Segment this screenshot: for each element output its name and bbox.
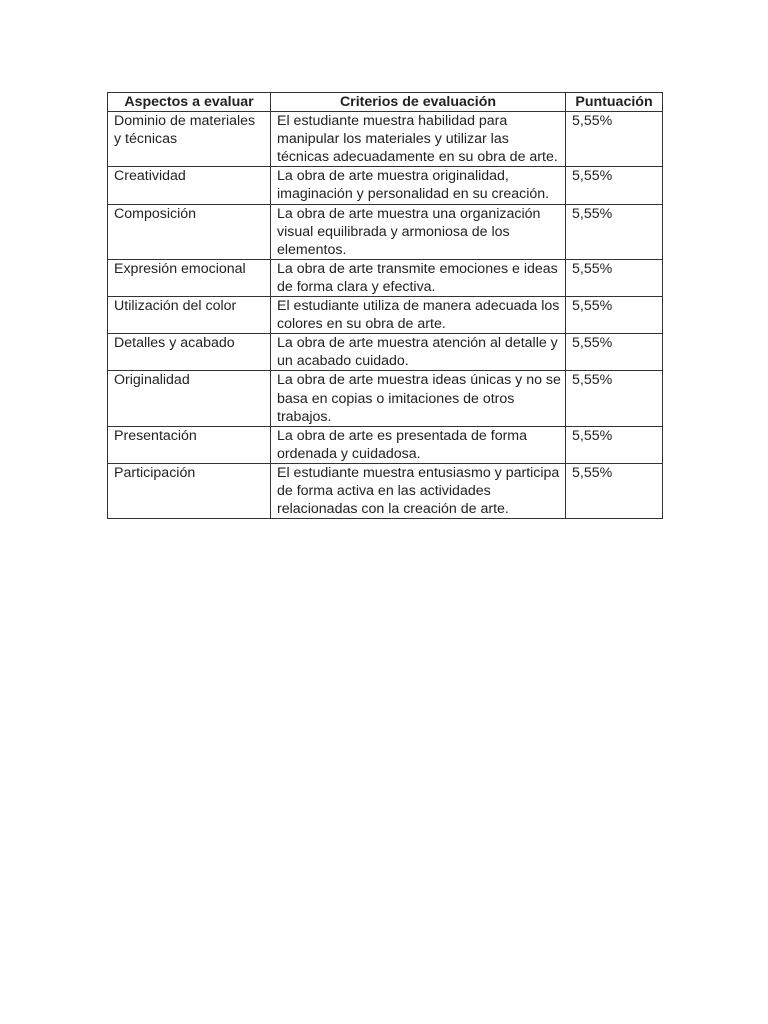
row-aspect: Detalles y acabado bbox=[108, 334, 271, 371]
header-aspect: Aspectos a evaluar bbox=[108, 93, 271, 112]
row-score: 5,55% bbox=[566, 297, 663, 334]
row-aspect: Utilización del color bbox=[108, 297, 271, 334]
table-row bbox=[108, 371, 663, 426]
row-aspect: Expresión emocional bbox=[108, 259, 271, 296]
row-score: 5,55% bbox=[566, 463, 663, 518]
row-aspect: Creatividad bbox=[108, 167, 271, 204]
row-aspect: Composición bbox=[108, 204, 271, 259]
row-criteria: La obra de arte transmite emociones e ideas de forma clara y efectiva. bbox=[271, 259, 566, 296]
row-score: 5,55% bbox=[566, 371, 663, 426]
header-criteria: Criterios de evaluación bbox=[271, 93, 566, 112]
row-criteria: El estudiante muestra habilidad para manipular los materiales y utilizar las técnicas adecuadamente en su obra de arte. bbox=[271, 112, 566, 167]
table-row bbox=[108, 204, 663, 259]
row-aspect: Originalidad bbox=[108, 371, 271, 426]
header-score: Puntuación bbox=[566, 93, 663, 112]
row-criteria: La obra de arte muestra atención al detalle y un acabado cuidado. bbox=[271, 334, 566, 371]
table-row bbox=[108, 297, 663, 334]
row-criteria: La obra de arte es presentada de forma ordenada y cuidadosa. bbox=[271, 426, 566, 463]
table-row bbox=[108, 167, 663, 204]
table-row bbox=[108, 334, 663, 371]
row-score: 5,55% bbox=[566, 112, 663, 167]
row-score: 5,55% bbox=[566, 259, 663, 296]
table-row bbox=[108, 112, 663, 167]
row-score: 5,55% bbox=[566, 426, 663, 463]
row-score: 5,55% bbox=[566, 167, 663, 204]
table-header-row bbox=[108, 93, 663, 112]
table-row bbox=[108, 463, 663, 518]
row-score: 5,55% bbox=[566, 334, 663, 371]
evaluation-rubric-table bbox=[107, 92, 663, 519]
table-row bbox=[108, 259, 663, 296]
row-criteria: La obra de arte muestra ideas únicas y no se basa en copias o imitaciones de otros trabajos. bbox=[271, 371, 566, 426]
table-row bbox=[108, 426, 663, 463]
row-criteria: La obra de arte muestra una organización visual equilibrada y armoniosa de los elementos. bbox=[271, 204, 566, 259]
row-criteria: El estudiante muestra entusiasmo y participa de forma activa en las actividades relacionadas con la creación de arte. bbox=[271, 463, 566, 518]
row-criteria: El estudiante utiliza de manera adecuada los colores en su obra de arte. bbox=[271, 297, 566, 334]
row-aspect: Participación bbox=[108, 463, 271, 518]
row-aspect: Presentación bbox=[108, 426, 271, 463]
row-criteria: La obra de arte muestra originalidad, imaginación y personalidad en su creación. bbox=[271, 167, 566, 204]
row-score: 5,55% bbox=[566, 204, 663, 259]
row-aspect: Dominio de materiales y técnicas bbox=[108, 112, 271, 167]
